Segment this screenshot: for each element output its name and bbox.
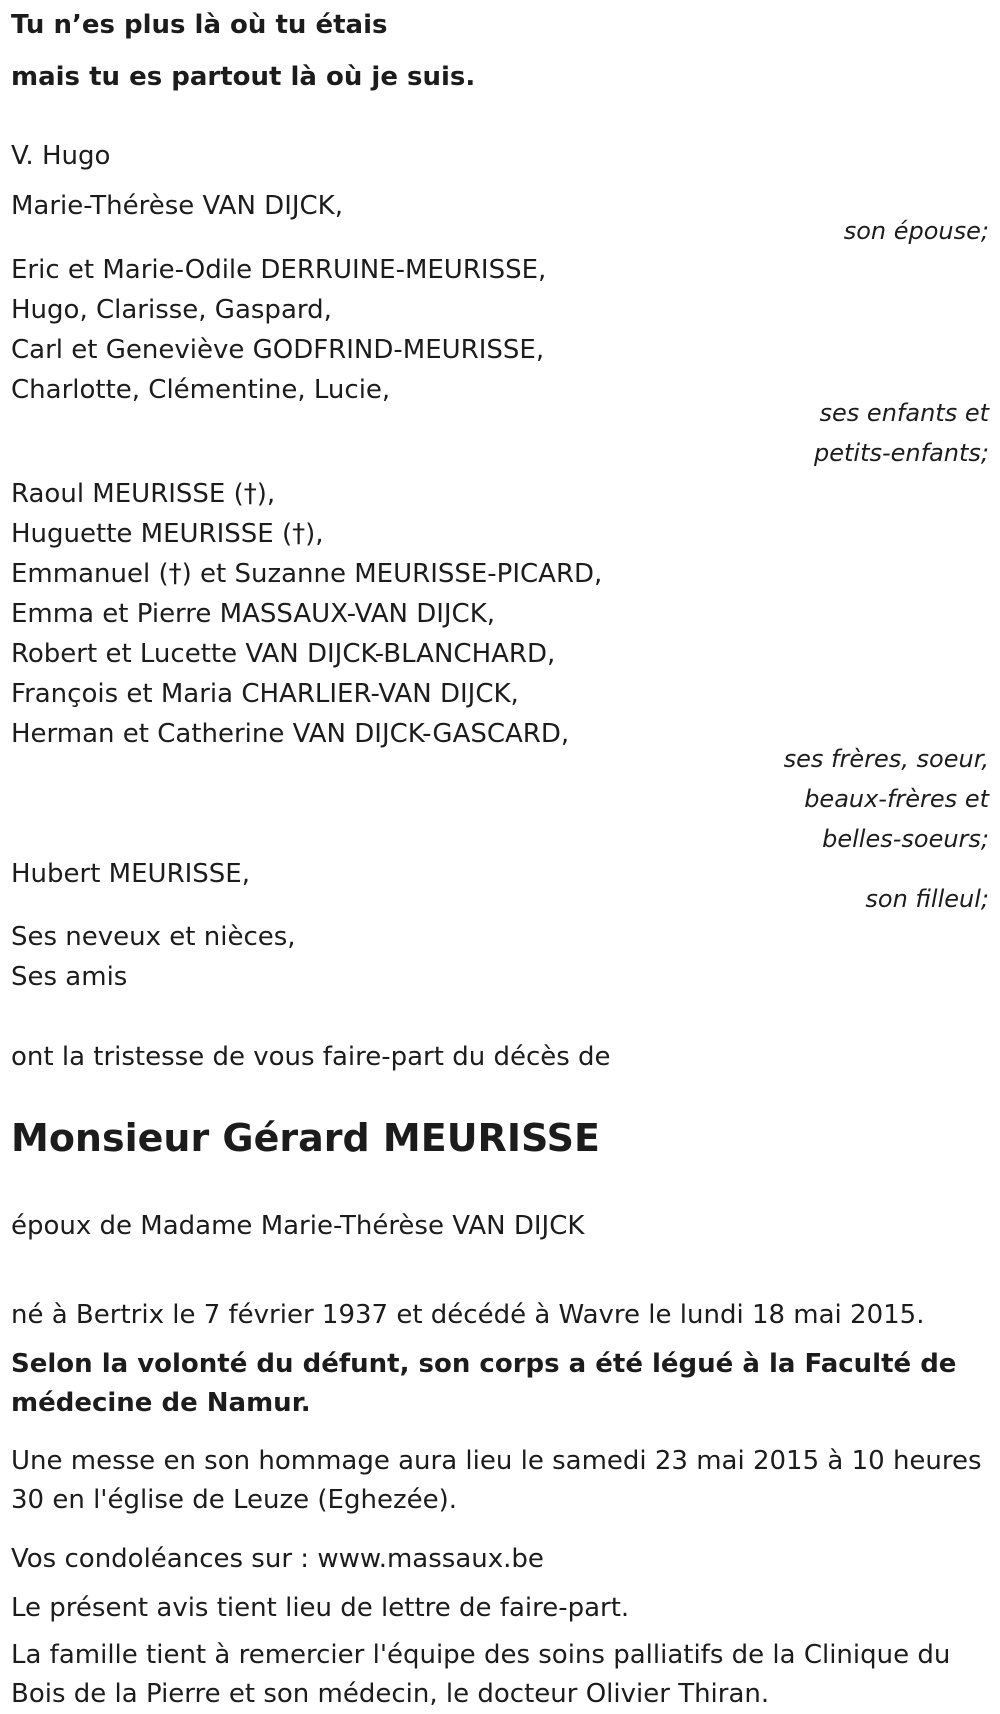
thanks-text: La famille tient à remercier l'équipe des soins palliatifs de la Clinique du Bois de la Pierre et son médecin, le docteur Olivier Thiran. — [11, 1640, 951, 1709]
list-item: Eric et Marie-Odile DERRUINE-MEURISSE, — [11, 255, 547, 285]
list-item: Hugo, Clarisse, Gaspard, — [11, 295, 332, 325]
spouse-of-text: époux de Madame Marie-Thérèse VAN DIJCK — [11, 1211, 585, 1241]
notice-text: Le présent avis tient lieu de lettre de faire-part. — [11, 1593, 630, 1623]
quote-author: V. Hugo — [11, 141, 111, 171]
quote-line-2: mais tu es partout là où je suis. — [11, 62, 476, 92]
siblings-role: ses frères, soeur, beaux-frères et belles-soeurs; — [783, 745, 989, 853]
mass-text: Une messe en son hommage aura lieu le samedi 23 mai 2015 à 10 heures 30 en l'église de Leuze (Eghezée). — [11, 1446, 982, 1515]
body-donation-text: Selon la volonté du défunt, son corps a été légué à la Faculté de médecine de Namur. — [11, 1349, 957, 1418]
list-item: Ses neveux et nièces, — [11, 922, 296, 952]
birth-death-text: né à Bertrix le 7 février 1937 et décédé à Wavre le lundi 18 mai 2015. — [11, 1300, 925, 1330]
deceased-name: Monsieur Gérard MEURISSE — [11, 1116, 600, 1160]
list-item: Huguette MEURISSE (†), — [11, 519, 324, 549]
list-item: Carl et Geneviève GODFRIND-MEURISSE, — [11, 335, 545, 365]
list-item: Emma et Pierre MASSAUX-VAN DIJCK, — [11, 599, 496, 629]
list-item: Ses amis — [11, 962, 128, 992]
list-item: Herman et Catherine VAN DIJCK-GASCARD, — [11, 719, 570, 749]
announcement-text: ont la tristesse de vous faire-part du décès de — [11, 1042, 611, 1072]
list-item: Robert et Lucette VAN DIJCK-BLANCHARD, — [11, 639, 556, 669]
godson-name: Hubert MEURISSE, — [11, 859, 251, 889]
spouse-role: son épouse; — [843, 217, 989, 245]
children-role: ses enfants et petits-enfants; — [814, 399, 989, 467]
children-list — [11, 250, 546, 410]
others-list — [11, 917, 296, 997]
spouse-name: Marie-Thérèse VAN DIJCK, — [11, 191, 343, 221]
siblings-list — [11, 474, 602, 754]
quote-line-1: Tu n’es plus là où tu étais — [11, 10, 388, 40]
list-item: Raoul MEURISSE (†), — [11, 479, 276, 509]
godson-role: son filleul; — [865, 885, 989, 913]
list-item: Emmanuel (†) et Suzanne MEURISSE-PICARD, — [11, 559, 603, 589]
condolences-text: Vos condoléances sur : www.massaux.be — [11, 1544, 544, 1574]
list-item: Charlotte, Clémentine, Lucie, — [11, 375, 391, 405]
list-item: François et Maria CHARLIER-VAN DIJCK, — [11, 679, 519, 709]
